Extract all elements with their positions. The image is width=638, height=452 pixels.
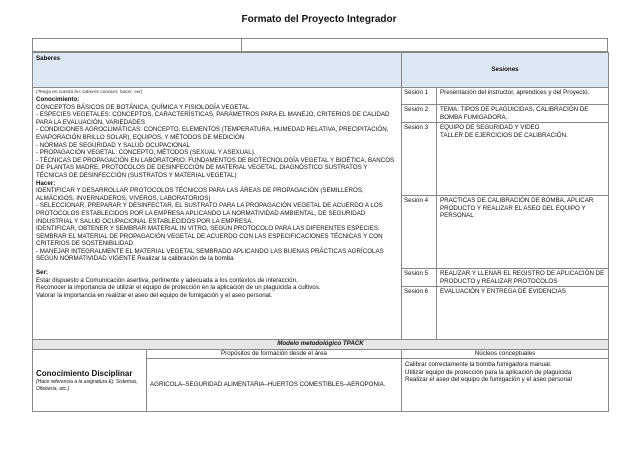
conocimiento-label: Conocimiento: [36, 96, 80, 103]
session-description: REALIZAR Y LLENAR EL REGISTRO DE APLICACIÓN DE PRODUCTO y REALIZAR PROTOCOLOS [437, 269, 609, 287]
conocimiento-disciplinar-title: Conocimiento Disciplinar [36, 369, 133, 379]
ser-text: Estar dispuesto a Comunicación asertiva, pertinente y adecuada a los contextos de interacción. Reconocer la importancia de utilizar el equipo de protección en la aplicación de un plaguicida a cultivos. Valorar la importancia en realizar el aseo del equipo de fumigación y el aseo personal. [36, 276, 321, 299]
session-description: PRACTICAS DE CALIBRACIÓN DE BOMBA, APLICAR PRODUCTO Y REALIZAR EL ASEO DEL EQUIPO Y PERSONAL [437, 196, 609, 269]
nucleos-content: Calibrar correctamente la bomba fumigadora manual. Utilizar equipo de protección para la aplicación de plaguicida Realizar el aseo del equipo de fumigación y el aseo personal [402, 358, 609, 411]
propositos-header: Propósitos de formación desde el área [147, 350, 402, 359]
conocimiento-disciplinar-cell [33, 350, 147, 412]
saberes-header: Saberes [33, 53, 402, 88]
project-table [32, 52, 609, 412]
saberes-content [33, 88, 402, 340]
nucleos-header: Núcleos conceptuales [402, 350, 609, 359]
session-number: Sesión 1 [402, 88, 437, 105]
session-description: EVALUACIÓN Y ENTREGA DE EVIDENCIAS [437, 287, 609, 340]
ser-label: Ser: [36, 269, 49, 277]
session-number: Sesión 2 [402, 105, 437, 123]
page-title: Formato del Proyecto Integrador [241, 14, 397, 25]
conocimiento-disciplinar-hint: (Hace referencia a la asignatura Ej: Sistemas, Ofiebería, etc.) [36, 379, 138, 392]
session-description: EQUIPO DE SEGURIDAD Y VIDEO TALLER DE EJERCICIOS DE CALIBRACIÓN. [437, 123, 609, 196]
hacer-label: Hacer: [36, 179, 56, 187]
session-number: Sesión 5 [402, 269, 437, 287]
tpack-header: Modelo metodológico TPACK [33, 340, 609, 350]
session-number: Sesión 4 [402, 196, 437, 269]
session-description: TEMA: TIPOS DE PLAGUICIDAS, CALIBRACIÓN DE BOMBA FUMIGADORA. [437, 105, 609, 123]
session-number: Sesión 6 [402, 287, 437, 340]
session-number: Sesión 3 [402, 123, 437, 196]
hacer-text: IDENTIFICAR Y DESARROLLAR PROTOCOLOS TÉCNICOS PARA LAS ÁREAS DE PROPAGACIÓN (SEMILLEROS, ALMÁCIGOS, INVERNADEROS, VIVEROS, LABORATORIOS) - SELECCIONAR, PREPARAR Y DESINFECTAR, EL SUSTRATO PARA LA PROPAGACIÓN VEGETAL DE ACUERDO A LOS PROTOCOLOS ESTABLECIDOS POR LA EMPRESA APLICANDO LA NORMATIVIDAD AMBIENTAL, DE SEGURIDAD INDUSTRIAL Y SALUD OCUPACIONAL ESTABLECIDOS POR LA EMPRESA. IDENTIFICAR, OBTENER Y SEMBRAR MATERIAL IN VITRO, SEGÚN PROTOCOLO PARA LAS DIFERENTES ESPECIES. SEMBRAR EL MATERIAL DE PROPAGACIÓN VEGETAL DE ACUERDO CON LAS ESPECIFICACIONES TÉCNICAS Y CON CRITERIOS DE SOSTENIBILIDAD - MANEJAR INTEGRALMENTE EL MATERIAL VEGETAL SEMBRADO APLICANDO LAS BUENAS PRÁCTICAS AGRÍCOLAS SEGÚN NORMATIVIDAD VIGENTE Realizar la calibración de la bomba [36, 187, 384, 263]
propositos-content: AGRICOLA–SEGURIDAD ALIMENTARIA–HUERTOS COMESTIBLES–AEROPONIA. [147, 358, 402, 411]
header-empty-cell-1 [33, 39, 242, 51]
conocimiento-text: CONCEPTOS BÁSICOS DE BOTÁNICA, QUÍMICA Y FISIOLOGÍA VEGETAL - ESPECIES VEGETALES: CONCEPTOS, CARACTERÍSTICAS, PARÁMETROS PARA EL MANEJO, CRITERIOS DE CALIDAD PARA LA EVALUACIÓN, VARIEDADES - CONDICIONES AGROCLIMÁTICAS: CONCEPTO, ELEMENTOS (TEMPERATURA, HUMEDAD RELATIVA, PRECIPITACIÓN, EVAPORACIÓN BRILLO SOLAR), EQUIPOS, Y MÉTODOS DE MEDICIÓN - NORMAS DE SEGURIDAD Y SALUD OCUPACIONAL - PROPAGACIÓN VEGETAL: CONCEPTO, MÉTODOS (SEXUAL Y ASEXUAL). - TÉCNICAS DE PROPAGACIÓN EN LABORATORIO: FUNDAMENTOS DE BIOTECNOLOGÍA VEGETAL Y BIOÉTICA, BANCOS DE PLANTAS MADRE, PROTOCOLOS DE DESINFECCIÓN DE MATERIAL VEGETAL, DIAGNÓSTICO SUSTRATOS Y TÉCNICAS DE DESINFECCIÓN (SUSTRATOS Y MATERIAL VEGETAL) [36, 103, 395, 179]
session-description: Presentación del instructor, aprendices y del Proyecto. [437, 88, 609, 105]
header-empty-row [32, 38, 608, 52]
saberes-hint: (Tenga en cuenta los saberes conocer, hacer, ser) [36, 90, 143, 95]
sesiones-header: Sesiones [402, 53, 609, 88]
